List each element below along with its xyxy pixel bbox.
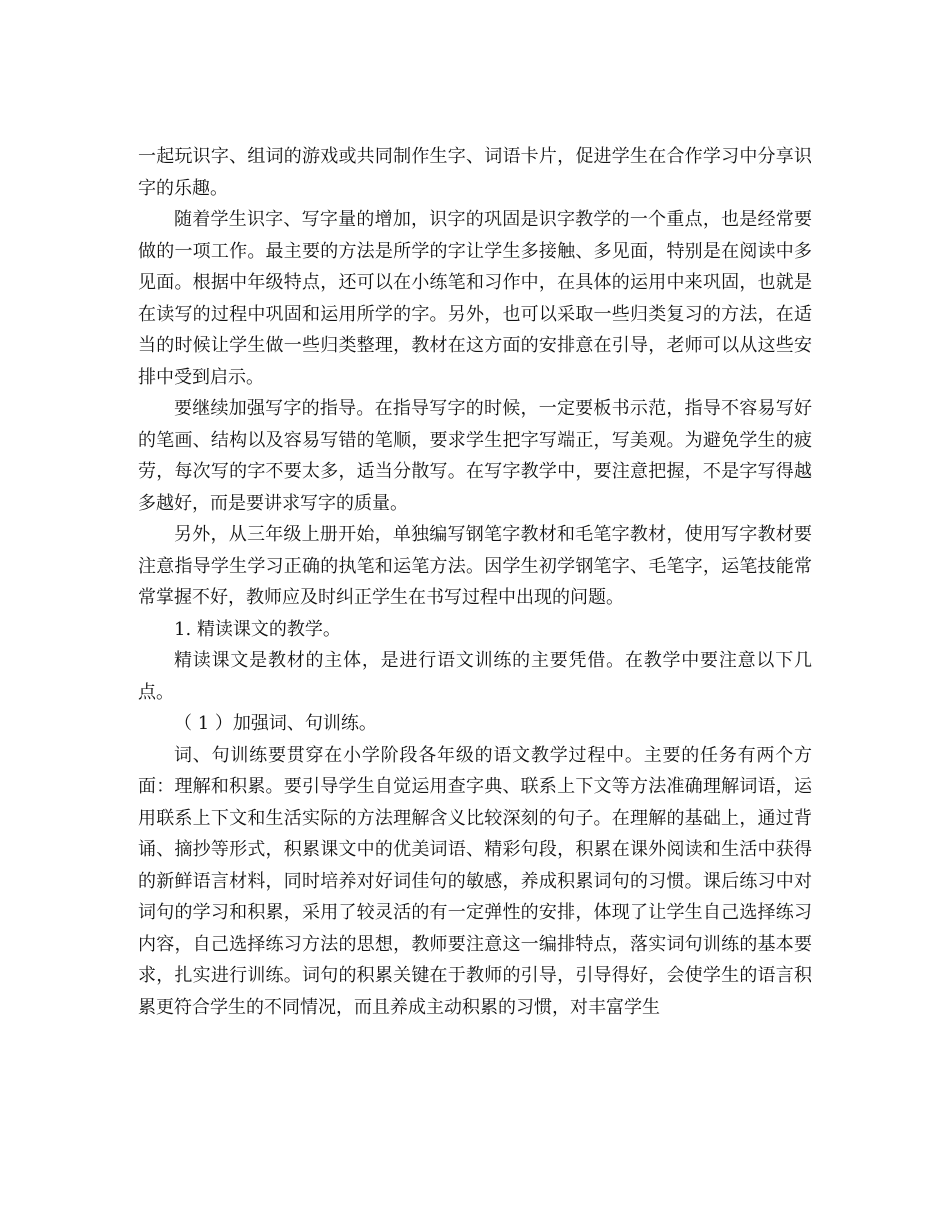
section-heading: 1. 精读课文的教学。 [174, 618, 341, 640]
paragraph: 另外，从三年级上册开始，单独编写钢笔字教材和毛笔字教材，使用写字教材要注意指导学生学习正确的执笔和运笔方法。因学生初学钢笔字、毛笔字，运笔技能常常掌握不好，教师应及时纠正学生在书写过程中出现的问题。 [138, 524, 812, 608]
document-body [138, 141, 812, 1023]
subsection-heading: （ 1 ）加强词、句训练。 [174, 713, 377, 734]
paragraph: 词、句训练要贯穿在小学阶段各年级的语文教学过程中。主要的任务有两个方面：理解和积累。要引导学生自觉运用查字典、联系上下文等方法准确理解词语，运用联系上下文和生活实际的方法理解含义比较深刻的句子。在理解的基础上，通过背诵、摘抄等形式，积累课文中的优美词语、精彩句段，积累在课外阅读和生活中获得的新鲜语言材料，同时培养对好词佳句的敏感，养成积累词句的习惯。课后练习中对词句的学习和积累，采用了较灵活的有一定弹性的安排，体现了让学生自己选择练习内容，自己选择练习方法的思想，教师要注意这一编排特点，落实词句训练的基本要求，扎实进行训练。词句的积累关键在于教师的引导，引导得好，会使学生的语言积累更符合学生的不同情况，而且养成主动积累的习惯，对丰富学生 [138, 744, 812, 1018]
paragraph: 随着学生识字、写字量的增加，识字的巩固是识字教学的一个重点，也是经常要做的一项工作。最主要的方法是所学的字让学生多接触、多见面，特别是在阅读中多见面。根据中年级特点，还可以在小练笔和习作中，在具体的运用中来巩固，也就是在读写的过程中巩固和运用所学的字。另外，也可以采取一些归类复习的方法，在适当的时候让学生做一些归类整理，教材在这方面的安排意在引导，老师可以从这些安排中受到启示。 [138, 209, 812, 388]
paragraph: 一起玩识字、组词的游戏或共同制作生字、词语卡片，促进学生在合作学习中分享识字的乐趣。 [138, 146, 812, 199]
paragraph: 要继续加强写字的指导。在指导写字的时候，一定要板书示范，指导不容易写好的笔画、结构以及容易写错的笔顺，要求学生把字写端正，写美观。为避免学生的疲劳，每次写的字不要太多，适当分散写。在写字教学中，要注意把握，不是字写得越多越好，而是要讲求写字的质量。 [138, 398, 812, 514]
paragraph: 精读课文是教材的主体，是进行语文训练的主要凭借。在教学中要注意以下几点。 [138, 650, 812, 703]
